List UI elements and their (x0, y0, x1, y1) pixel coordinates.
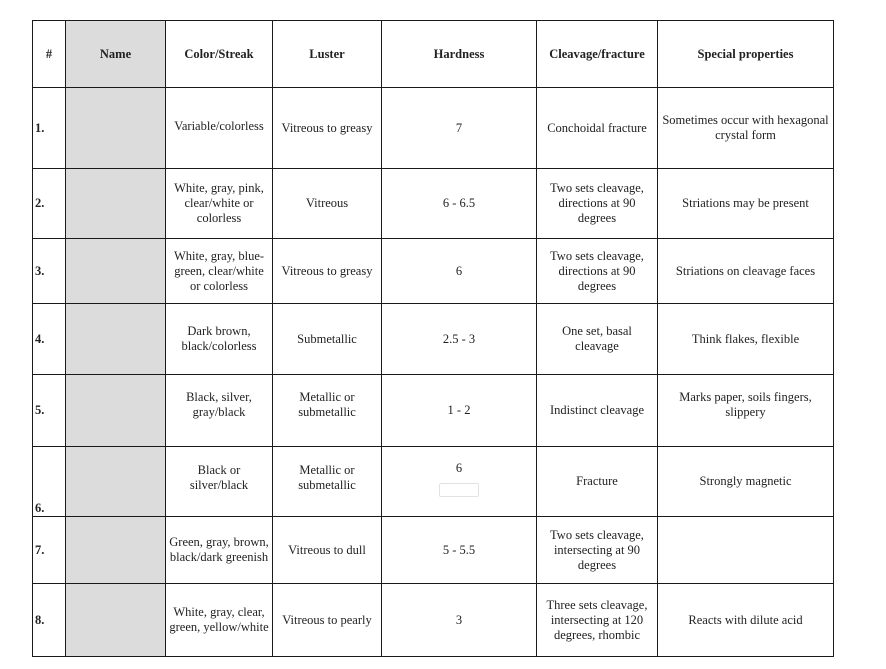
cleavage-cell: Three sets cleavage, intersecting at 120 degrees, rhombic (537, 584, 658, 657)
table-row (33, 304, 834, 375)
name-cell[interactable] (66, 517, 166, 584)
hardness-input-box[interactable] (439, 483, 479, 497)
row-number: 8. (33, 584, 66, 657)
table-row (33, 584, 834, 657)
table-row (33, 447, 834, 517)
header-number: # (33, 21, 66, 88)
row-number: 6. (33, 447, 66, 517)
hardness-cell: 1 - 2 (382, 375, 537, 447)
row-number: 7. (33, 517, 66, 584)
special-properties-cell: Marks paper, soils fingers, slippery (658, 375, 834, 447)
header-color-streak: Color/Streak (166, 21, 273, 88)
cleavage-cell: Fracture (537, 447, 658, 517)
header-cleavage-fracture: Cleavage/fracture (537, 21, 658, 88)
name-cell[interactable] (66, 304, 166, 375)
mineral-identification-table (32, 20, 834, 657)
name-cell[interactable] (66, 169, 166, 239)
name-cell[interactable] (66, 584, 166, 657)
color-streak-cell: Green, gray, brown, black/dark greenish (166, 517, 273, 584)
luster-cell: Vitreous to greasy (273, 88, 382, 169)
table-row (33, 88, 834, 169)
header-name: Name (66, 21, 166, 88)
hardness-cell (382, 447, 537, 517)
cleavage-cell: Two sets cleavage, intersecting at 90 degrees (537, 517, 658, 584)
header-row (33, 21, 834, 88)
name-cell[interactable] (66, 239, 166, 304)
row-number: 4. (33, 304, 66, 375)
hardness-cell: 5 - 5.5 (382, 517, 537, 584)
row-number: 3. (33, 239, 66, 304)
luster-cell: Vitreous to pearly (273, 584, 382, 657)
row-number: 2. (33, 169, 66, 239)
name-cell[interactable] (66, 447, 166, 517)
special-properties-cell: Think flakes, flexible (658, 304, 834, 375)
special-properties-cell (658, 517, 834, 584)
hardness-cell: 6 (382, 239, 537, 304)
cleavage-cell: Indistinct cleavage (537, 375, 658, 447)
special-properties-cell: Strongly magnetic (658, 447, 834, 517)
color-streak-cell: Variable/colorless (166, 88, 273, 169)
header-hardness: Hardness (382, 21, 537, 88)
luster-cell: Vitreous (273, 169, 382, 239)
color-streak-cell: Black, silver, gray/black (166, 375, 273, 447)
name-cell[interactable] (66, 88, 166, 169)
hardness-cell: 7 (382, 88, 537, 169)
hardness-cell: 3 (382, 584, 537, 657)
luster-cell: Metallic or submetallic (273, 375, 382, 447)
header-luster: Luster (273, 21, 382, 88)
cleavage-cell: Conchoidal fracture (537, 88, 658, 169)
color-streak-cell: White, gray, blue-green, clear/white or colorless (166, 239, 273, 304)
cleavage-cell: Two sets cleavage, directions at 90 degrees (537, 239, 658, 304)
color-streak-cell: White, gray, clear, green, yellow/white (166, 584, 273, 657)
luster-cell: Submetallic (273, 304, 382, 375)
special-properties-cell: Reacts with dilute acid (658, 584, 834, 657)
table-row (33, 375, 834, 447)
luster-cell: Vitreous to dull (273, 517, 382, 584)
table-row (33, 169, 834, 239)
cleavage-cell: Two sets cleavage, directions at 90 degrees (537, 169, 658, 239)
row-number: 1. (33, 88, 66, 169)
special-properties-cell: Striations may be present (658, 169, 834, 239)
color-streak-cell: Dark brown, black/colorless (166, 304, 273, 375)
row-number: 5. (33, 375, 66, 447)
header-special-properties: Special properties (658, 21, 834, 88)
hardness-cell: 2.5 - 3 (382, 304, 537, 375)
color-streak-cell: Black or silver/black (166, 447, 273, 517)
luster-cell: Metallic or submetallic (273, 447, 382, 517)
special-properties-cell: Striations on cleavage faces (658, 239, 834, 304)
luster-cell: Vitreous to greasy (273, 239, 382, 304)
table-row (33, 517, 834, 584)
hardness-cell: 6 - 6.5 (382, 169, 537, 239)
color-streak-cell: White, gray, pink, clear/white or colorless (166, 169, 273, 239)
name-cell[interactable] (66, 375, 166, 447)
hardness-value: 6 (455, 461, 463, 475)
special-properties-cell: Sometimes occur with hexagonal crystal form (658, 88, 834, 169)
table-row (33, 239, 834, 304)
cleavage-cell: One set, basal cleavage (537, 304, 658, 375)
